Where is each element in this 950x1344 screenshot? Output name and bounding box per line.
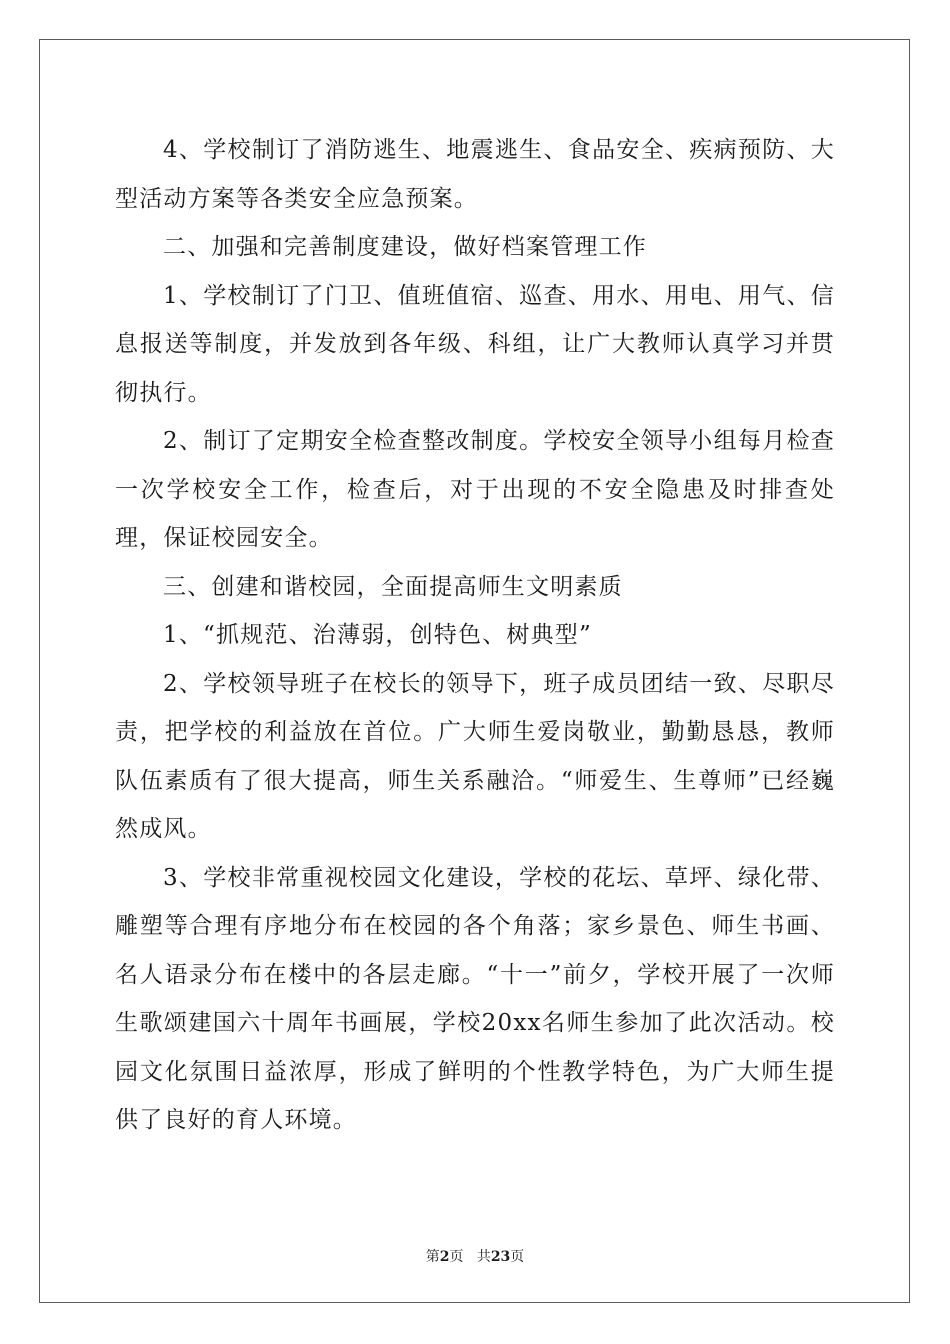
document-body	[115, 126, 835, 1145]
paragraph: 2、制订了定期安全检查整改制度。学校安全领导小组每月检查一次学校安全工作，检查后，对于出现的不安全隐患及时排查处理，保证校园安全。	[115, 428, 835, 551]
total-suffix: 页	[510, 1249, 525, 1265]
page-suffix: 页	[449, 1249, 464, 1265]
section-heading: 二、加强和完善制度建设，做好档案管理工作	[163, 234, 647, 260]
total-pages: 23	[490, 1249, 511, 1265]
section-heading: 三、创建和谐校园，全面提高师生文明素质	[163, 573, 623, 600]
paragraph: 2、学校领导班子在校长的领导下，班子成员团结一致、尽职尽责，把学校的利益放在首位。广大师生爱岗敬业，勤勤恳恳，教师队伍素质有了很大提高，师生关系融洽。“师爱生、生尊师”已经巍然成风。	[115, 670, 835, 842]
page-prefix: 第	[425, 1249, 440, 1265]
page-number: 2	[439, 1249, 450, 1265]
paragraph: 1、“抓规范、治薄弱，创特色、树典型”	[163, 622, 592, 648]
total-prefix: 共	[476, 1249, 491, 1265]
paragraph: 4、学校制订了消防逃生、地震逃生、食品安全、疾病预防、大型活动方案等各类安全应急预案。	[115, 137, 835, 212]
paragraph: 1、学校制订了门卫、值班值宿、巡查、用水、用电、用气、信息报送等制度，并发放到各年级、科组，让广大教师认真学习并贯彻执行。	[115, 282, 835, 406]
paragraph: 3、学校非常重视校园文化建设，学校的花坛、草坪、绿化带、雕塑等合理有序地分布在校园的各个角落；家乡景色、师生书画、名人语录分布在楼中的各层走廊。“十一”前夕，学校开展了一次师生歌颂建国六十周年书画展，学校20xx名师生参加了此次活动。校园文化氛围日益浓厚，形成了鲜明的个性教学特色，为广大师生提供了良好的育人环境。	[115, 864, 835, 1133]
page-footer	[0, 1246, 950, 1266]
